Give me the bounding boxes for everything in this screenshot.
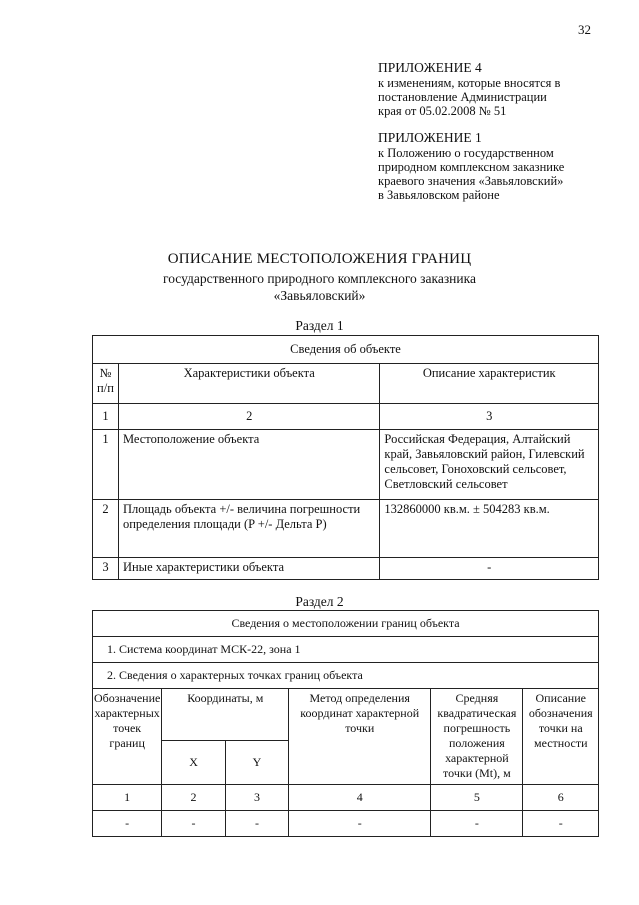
column-index: 3 — [380, 404, 599, 430]
table-cell: - — [225, 811, 288, 837]
column-header-x: X — [162, 741, 225, 785]
row-number: 1 — [93, 430, 119, 500]
row-characteristic: Местоположение объекта — [118, 430, 379, 500]
column-header-coordinates: Координаты, м — [162, 689, 289, 741]
column-index: 2 — [162, 785, 225, 811]
column-index: 5 — [431, 785, 523, 811]
appendix-1-block — [378, 130, 564, 202]
document-subtitle-name: «Завьяловский» — [273, 288, 366, 303]
table-cell: - — [93, 811, 162, 837]
column-index: 3 — [225, 785, 288, 811]
appendix-1-line: природном комплексном заказнике — [378, 160, 565, 174]
column-index: 1 — [93, 404, 119, 430]
appendix-4-title: ПРИЛОЖЕНИЕ 4 — [378, 60, 482, 75]
appendix-1-line: краевого значения «Завьяловский» — [378, 174, 564, 188]
table-cell: - — [289, 811, 431, 837]
row-number: 3 — [93, 558, 119, 580]
section-1-header: Сведения об объекте — [93, 336, 599, 364]
appendix-4-line: к изменениям, которые вносятся в — [378, 76, 561, 90]
appendix-1-line: к Положению о государственном — [378, 146, 554, 160]
row-description: 132860000 кв.м. ± 504283 кв.м. — [380, 500, 599, 558]
section-2-label: Раздел 2 — [295, 594, 344, 609]
column-header-number: № п/п — [93, 364, 119, 404]
column-index: 4 — [289, 785, 431, 811]
column-index: 1 — [93, 785, 162, 811]
row-number: 2 — [93, 500, 119, 558]
row-description: - — [380, 558, 599, 580]
appendix-4-line: постановление Администрации — [378, 90, 547, 104]
section-2-header: Сведения о местоположении границ объекта — [93, 611, 599, 637]
column-header-marking: Описание обозначения точки на местности — [523, 689, 599, 785]
section-2-table — [92, 610, 599, 837]
table-cell: - — [523, 811, 599, 837]
document-subtitle: государственного природного комплексного заказника — [163, 271, 476, 286]
column-header-characteristic: Характеристики объекта — [118, 364, 379, 404]
table-row — [93, 558, 599, 580]
appendix-1-title: ПРИЛОЖЕНИЕ 1 — [378, 130, 482, 145]
row-characteristic: Иные характеристики объекта — [118, 558, 379, 580]
column-header-point: Обозначение характерных точек границ — [93, 689, 162, 785]
coordinate-system: 1. Система координат МСК-22, зона 1 — [93, 637, 599, 663]
column-header-description: Описание характеристик — [380, 364, 599, 404]
column-header-error: Средняя квадратическая погрешность положения характерной точки (Mt), м — [431, 689, 523, 785]
column-header-y: Y — [225, 741, 288, 785]
column-index: 6 — [523, 785, 599, 811]
table-cell: - — [162, 811, 225, 837]
document-title: ОПИСАНИЕ МЕСТОПОЛОЖЕНИЯ ГРАНИЦ — [167, 251, 472, 267]
table-cell: - — [431, 811, 523, 837]
page-number: 32 — [578, 22, 591, 37]
points-info: 2. Сведения о характерных точках границ объекта — [93, 663, 599, 689]
table-row — [93, 430, 599, 500]
section-1-table — [92, 335, 599, 580]
row-description: Российская Федерация, Алтайский край, Завьяловский район, Гилевский сельсовет, Гоноховский сельсовет, Светловский сельсовет — [380, 430, 599, 500]
appendix-4-block — [378, 60, 560, 118]
row-characteristic: Площадь объекта +/- величина погрешности определения площади (P +/- Дельта P) — [118, 500, 379, 558]
appendix-4-line: края от 05.02.2008 № 51 — [378, 104, 507, 118]
table-row — [93, 500, 599, 558]
table-row — [93, 811, 599, 837]
section-1-label: Раздел 1 — [295, 318, 344, 333]
appendix-1-line: в Завьяловском районе — [378, 188, 500, 202]
column-index: 2 — [118, 404, 379, 430]
column-header-method: Метод определения координат характерной точки — [289, 689, 431, 785]
